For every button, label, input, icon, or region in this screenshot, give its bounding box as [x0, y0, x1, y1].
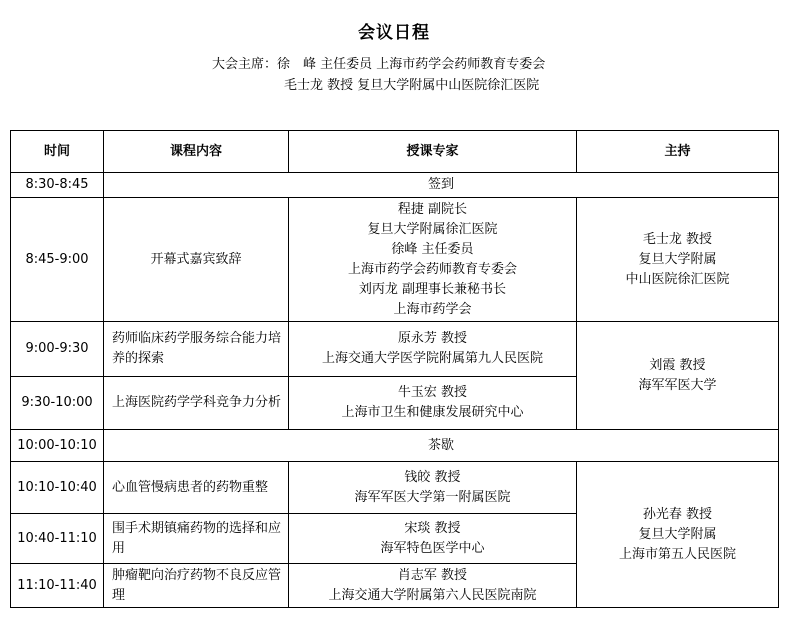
time-cell: 9:00-9:30: [11, 322, 104, 377]
expert-cell: [289, 377, 577, 430]
time-cell: 8:45-9:00: [11, 198, 104, 322]
expert-cell: [289, 462, 577, 514]
time-cell: 10:00-10:10: [11, 430, 104, 462]
course-cell: 肿瘤靶向治疗药物不良反应管理: [104, 564, 289, 608]
break-cell: 茶歇: [104, 430, 779, 462]
host-cell: [577, 198, 779, 322]
chair-line-2: 毛士龙 教授 复旦大学附属中山医院徐汇医院: [284, 78, 540, 93]
conference-chairs: [212, 54, 545, 96]
expert-line: 上海市药学会药师教育专委会: [347, 261, 517, 277]
expert-line: 宋琰 教授: [404, 520, 461, 536]
table-row: [11, 462, 779, 514]
host-cell: [577, 462, 779, 608]
header-host: 主持: [577, 131, 779, 173]
expert-line: 肖志军 教授: [397, 567, 468, 583]
course-cell: 药师临床药学服务综合能力培养的探索: [104, 322, 289, 377]
expert-line: 上海交通大学医学院附属第九人民医院: [321, 351, 543, 366]
table-row: [11, 198, 779, 322]
expert-line: 钱皎 教授: [404, 469, 461, 485]
expert-line: 原永芳 教授: [397, 331, 468, 346]
host-line: 复旦大学附属: [638, 251, 717, 267]
time-cell: 8:30-8:45: [11, 173, 104, 198]
chair-line-1: 大会主席：徐 峰 主任委员 上海市药学会药师教育专委会: [212, 57, 546, 72]
expert-cell: [289, 564, 577, 608]
course-cell: 上海医院药学学科竞争力分析: [104, 377, 289, 430]
time-cell: 10:10-10:40: [11, 462, 104, 514]
table-row: [11, 322, 779, 377]
time-cell: 10:40-11:10: [11, 514, 104, 564]
host-cell: [577, 322, 779, 430]
header-expert: 授课专家: [289, 131, 577, 173]
host-line: 复旦大学附属: [638, 526, 717, 542]
table-row: [11, 430, 779, 462]
expert-cell: [289, 322, 577, 377]
expert-line: 复旦大学附属徐汇医院: [367, 221, 498, 237]
page-title: 会议日程: [358, 23, 430, 43]
expert-line: 程捷 副院长: [397, 201, 468, 217]
host-line: 海军军医大学: [638, 377, 717, 393]
course-cell: 开幕式嘉宾致辞: [104, 198, 289, 322]
course-cell: 围手术期镇痛药物的选择和应用: [104, 514, 289, 564]
course-cell: 心血管慢病患者的药物重整: [104, 462, 289, 514]
expert-line: 牛玉宏 教授: [397, 385, 468, 400]
checkin-cell: 签到: [104, 173, 779, 198]
expert-line: 海军特色医学中心: [380, 540, 485, 556]
host-line: 毛士龙 教授: [642, 231, 713, 247]
host-line: 上海市第五人民医院: [618, 546, 736, 562]
table-header-row: [11, 131, 779, 173]
expert-line: 海军军医大学第一附属医院: [354, 489, 511, 505]
expert-cell: [289, 198, 577, 322]
expert-cell: [289, 514, 577, 564]
expert-line: 徐峰 主任委员: [391, 241, 474, 257]
host-line: 刘霞 教授: [649, 357, 706, 373]
expert-line: 刘丙龙 副理事长兼秘书长: [358, 281, 507, 297]
expert-line: 上海市药学会: [393, 301, 472, 317]
expert-line: 上海市卫生和健康发展研究中心: [341, 405, 524, 420]
host-line: 孙光春 教授: [642, 506, 713, 522]
header-time: 时间: [11, 131, 104, 173]
header-course: 课程内容: [104, 131, 289, 173]
time-cell: 9:30-10:00: [11, 377, 104, 430]
schedule-table: [10, 130, 779, 608]
host-line: 中山医院徐汇医院: [625, 271, 730, 287]
time-cell: 11:10-11:40: [11, 564, 104, 608]
expert-line: 上海交通大学附属第六人民医院南院: [328, 587, 537, 603]
table-row: [11, 173, 779, 198]
